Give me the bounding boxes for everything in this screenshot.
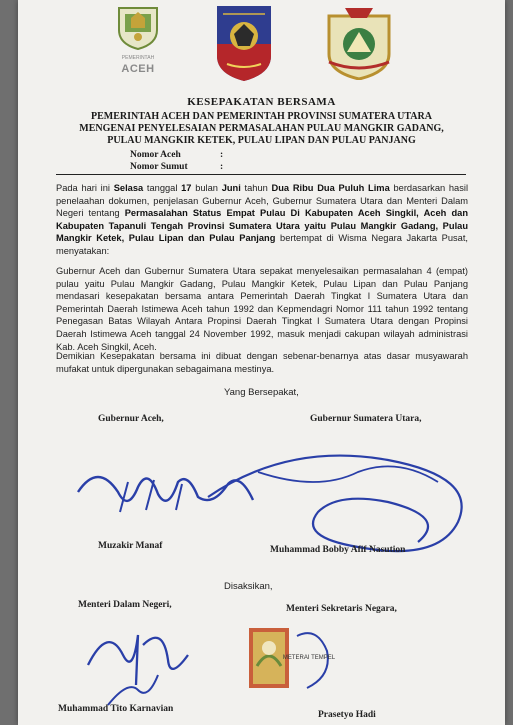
title-line-4: PULAU MANGKIR KETEK, PULAU LIPAN DAN PULAU PANJANG bbox=[107, 135, 416, 146]
p1-text-a: Pada hari ini bbox=[56, 183, 114, 193]
aceh-logo bbox=[113, 4, 163, 75]
signature-governors bbox=[58, 452, 498, 582]
kemendagri-logo bbox=[215, 4, 273, 87]
p1-text-e: berdasarkan hasil penelaahan dokumen, penjelasan Gubernur Aceh, Gubernur Sumatera Utara dan Menteri Dalam Negeri tentang bbox=[56, 183, 469, 219]
gubernur-aceh-title: Gubernur Aceh, bbox=[98, 414, 164, 424]
aceh-logo-small-text: PEMERINTAH bbox=[121, 55, 155, 61]
aceh-logo-text: ACEH bbox=[121, 63, 155, 75]
mendagri-title: Menteri Dalam Negeri, bbox=[78, 600, 172, 610]
p1-day: Selasa bbox=[113, 183, 144, 193]
nomor-aceh-label: Nomor Aceh bbox=[130, 150, 181, 160]
mensesneg-title: Menteri Sekretaris Negara, bbox=[286, 604, 397, 614]
logo-row bbox=[18, 4, 505, 84]
p1-date: 17 bbox=[181, 183, 192, 193]
p1-year: Dua Ribu Dua Puluh Lima bbox=[271, 183, 390, 193]
document-title bbox=[18, 96, 505, 146]
agreed-label: Yang Bersepakat, bbox=[224, 387, 299, 398]
stamp-text: METERAI TEMPEL bbox=[282, 655, 336, 661]
tito-karnavian-name: Muhammad Tito Karnavian bbox=[58, 704, 174, 714]
p1-subject: Permasalahan Status Empat Pulau Di Kabupaten Aceh Singkil, Aceh dan Kabupaten Tapanuli Tengah Provinsi Sumatera Utara yaitu Pulau Mangkir Gadang, Pulau Mangkir Ketek, Pulau Lipan dan Pulau Panjang bbox=[56, 208, 468, 244]
p1-month: Juni bbox=[221, 183, 241, 193]
gubernur-sumut-title: Gubernur Sumatera Utara, bbox=[310, 414, 422, 424]
paragraph-closing: Demikian Kesepakatan bersama ini dibuat dengan sebenar-benarnya atas dasar musyawarah mufakat untuk dipergunakan sebagaimana mestinya. bbox=[56, 351, 468, 374]
nomor-sumut bbox=[130, 162, 223, 172]
document-page bbox=[18, 0, 505, 725]
p1-text-b: tanggal bbox=[143, 183, 182, 193]
muzakir-manaf-name: Muzakir Manaf bbox=[98, 541, 163, 551]
title-line-2: PEMERINTAH ACEH DAN PEMERINTAH PROVINSI SUMATERA UTARA bbox=[91, 111, 432, 122]
prasetyo-hadi-name: Prasetyo Hadi bbox=[318, 710, 376, 720]
title-line-3: MENGENAI PENYELESAIAN PERMASALAHAN PULAU MANGKIR GADANG, bbox=[79, 123, 444, 134]
p1-text-f: bertempat di Wisma Negara Jakarta Pusat, menyatakan: bbox=[56, 233, 468, 256]
sumut-logo bbox=[323, 4, 395, 85]
bobby-nasution-name: Muhammad Bobby Afif Nasution bbox=[270, 545, 406, 555]
title-divider bbox=[56, 174, 466, 175]
paragraph-agreement: Gubernur Aceh dan Gubernur Sumatera Utara sepakat menyelesaikan permasalahan 4 (empat) pulau yaitu Pulau Mangkir Gadang, Pulau Mangkir Ketek, Pulau Lipan dan Pulau Panjang mendasari kesepakatan bersama antara Pemerintah Daerah Tingkat I Sumatera Utara dan Pemerintah Daerah Istimewa Aceh tahun 1992 dan Kepmendagri Nomor 111 tahun 1992 tentang Penegasan Batas Wilayah Antara Propinsi Daerah Tingkat I Sumatera Utara dengan Propinsi Daerah Istimewa Aceh tanggal 24 November 1992, masuk menjadi cakupan wilayah administrasi Kab. Aceh Singkil, Aceh. bbox=[56, 266, 468, 352]
nomor-aceh bbox=[130, 150, 223, 160]
nomor-aceh-sep: : bbox=[220, 150, 224, 160]
witnessed-label: Disaksikan, bbox=[224, 581, 273, 592]
title-line-1: KESEPAKATAN BERSAMA bbox=[187, 96, 336, 108]
nomor-sumut-label: Nomor Sumut bbox=[130, 162, 188, 172]
paragraph-opening bbox=[56, 182, 468, 258]
p1-text-c: bulan bbox=[191, 183, 222, 193]
nomor-sumut-sep: : bbox=[220, 162, 224, 172]
signature-tito bbox=[68, 605, 218, 715]
p1-text-d: tahun bbox=[240, 183, 272, 193]
